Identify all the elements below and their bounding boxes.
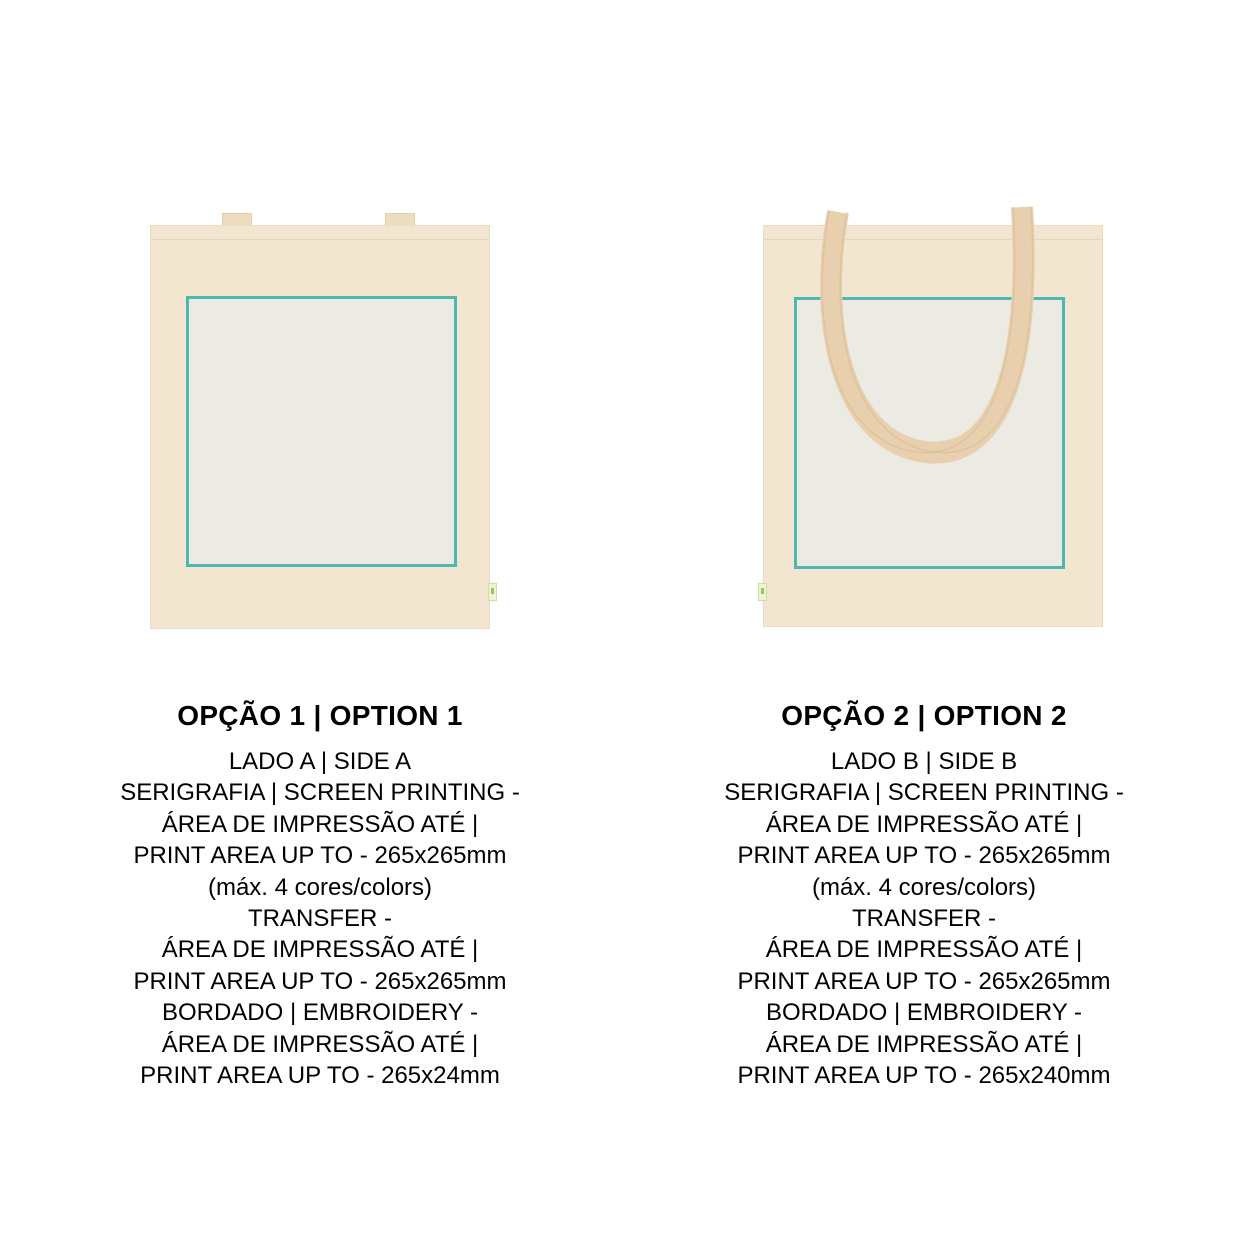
spec-line: LADO B | SIDE B: [830, 748, 1018, 775]
spec-line: TRANSFER -: [248, 905, 392, 933]
spec-line: ÁREA DE IMPRESSÃO ATÉ |: [161, 810, 479, 838]
spec-line: (máx. 4 cores/colors): [207, 873, 433, 901]
spec-line: ÁREA DE IMPRESSÃO ATÉ |: [765, 936, 1083, 964]
spec-line: BORDADO | EMBROIDERY -: [765, 999, 1083, 1027]
spec-line: ÁREA DE IMPRESSÃO ATÉ |: [161, 1030, 479, 1058]
option-1-description: [60, 700, 580, 1091]
spec-line: TRANSFER -: [852, 905, 996, 933]
spec-line: SERIGRAFIA | SCREEN PRINTING -: [724, 779, 1124, 807]
spec-line: PRINT AREA UP TO - 265x265mm: [737, 967, 1111, 995]
spec-line: ÁREA DE IMPRESSÃO ATÉ |: [765, 1030, 1083, 1058]
spec-line: LADO A | SIDE A: [228, 748, 412, 775]
spec-line: PRINT AREA UP TO - 265x24mm: [140, 1062, 500, 1090]
spec-line: PRINT AREA UP TO - 265x265mm: [133, 967, 507, 995]
spec-line: BORDADO | EMBROIDERY -: [161, 999, 479, 1027]
spec-line: ÁREA DE IMPRESSÃO ATÉ |: [161, 936, 479, 964]
spec-line: (máx. 4 cores/colors): [811, 873, 1037, 901]
spec-line: SERIGRAFIA | SCREEN PRINTING -: [120, 779, 520, 807]
spec-line: PRINT AREA UP TO - 265x240mm: [737, 1062, 1111, 1090]
option-2-title: OPÇÃO 2 | OPTION 2: [781, 700, 1067, 731]
option-1-title: OPÇÃO 1 | OPTION 1: [177, 700, 463, 731]
option-2-description: [664, 700, 1184, 1091]
spec-line: PRINT AREA UP TO - 265x265mm: [737, 842, 1111, 870]
eco-label-tag: [758, 583, 767, 601]
spec-line: ÁREA DE IMPRESSÃO ATÉ |: [765, 810, 1083, 838]
spec-line: PRINT AREA UP TO - 265x265mm: [133, 842, 507, 870]
